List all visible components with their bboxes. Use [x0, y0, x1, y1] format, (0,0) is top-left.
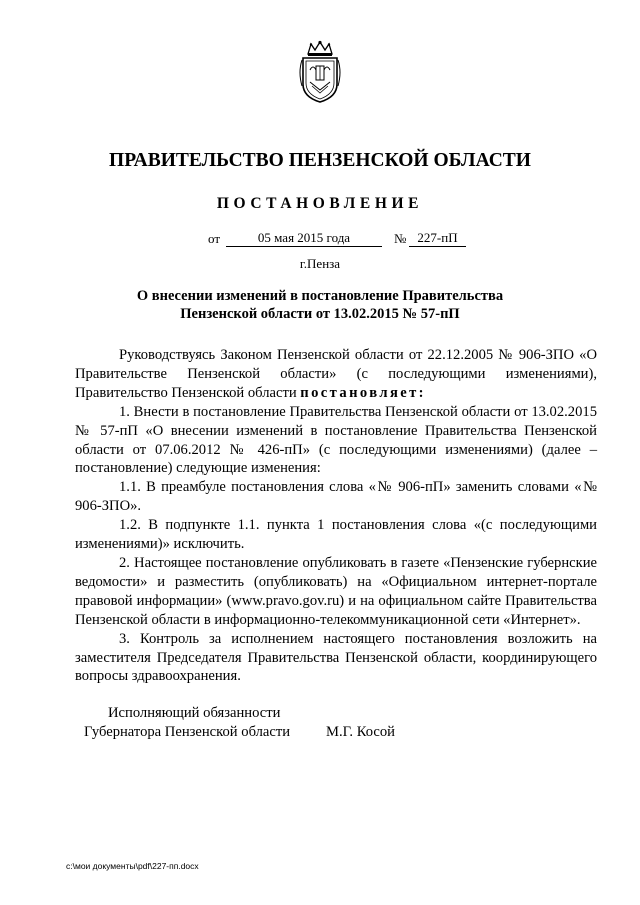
- date-value: 05 мая 2015 года: [226, 231, 382, 247]
- paragraph-1-1: 1.1. В преамбуле постановления слова «№ 906-пП» заменить словами «№ 906-ЗПО».: [75, 479, 597, 515]
- paragraph-2: 2. Настоящее постановление опубликовать в газете «Пензенские губернские ведомости» и разместить (опубликовать) на «Официальном интернет-портале правовой информации» (www.pravo.gov.ru) и на официальном сайте Правительства Пензенской области в информационно-телекоммуникационной сети «Интернет».: [75, 554, 597, 628]
- paragraph-1: 1. Внести в постановление Правительства Пензенской области от 13.02.2015 № 57-пП «О внесении изменений в постановление Правительства Пензенской области от 07.06.2012 № 426-пП» (с последующими изменениями) (далее – постановление) следующие изменения:: [75, 403, 597, 477]
- preamble-text: Руководствуясь Законом Пензенской области от 22.12.2005 № 906-ЗПО «О Правительстве Пензенской области» (с последующими изменениями), Правительство Пензенской области: [75, 347, 597, 401]
- number-value: 227-пП: [409, 231, 466, 247]
- paragraph-1-2: 1.2. В подпункте 1.1. пункта 1 постановления слова «(с последующими изменениями)» исключить.: [75, 517, 597, 553]
- footer-file-path: c:\мои документы\pdf\227-пп.docx: [66, 861, 199, 871]
- signatory-title-1: Исполняющий обязанности: [108, 705, 281, 721]
- date-number-line: [208, 231, 468, 251]
- organization-title: ПРАВИТЕЛЬСТВО ПЕНЗЕНСКОЙ ОБЛАСТИ: [109, 150, 531, 171]
- signatory-title-2: Губернатора Пензенской области: [84, 724, 291, 740]
- signatory-name: М.Г. Косой: [326, 724, 395, 740]
- place-name: г.Пенза: [299, 256, 341, 271]
- date-prefix: от: [208, 231, 221, 246]
- document-type: ПОСТАНОВЛЕНИЕ: [216, 195, 424, 212]
- document-subject: [0, 287, 640, 323]
- subject-line-1: О внесении изменений в постановление Правительства: [136, 288, 504, 304]
- resolves-word: постановляет:: [300, 384, 426, 401]
- paragraph-3: 3. Контроль за исполнением настоящего постановления возложить на заместителя Председателя Правительства Пензенской области, координирующего вопросы здравоохранения.: [75, 630, 597, 685]
- subject-line-2: Пензенской области от 13.02.2015 № 57-пП: [180, 306, 460, 322]
- number-prefix: №: [394, 231, 407, 246]
- preamble-paragraph: [75, 346, 597, 403]
- document-body: [75, 346, 597, 686]
- penza-coat-of-arms-icon: [298, 40, 342, 104]
